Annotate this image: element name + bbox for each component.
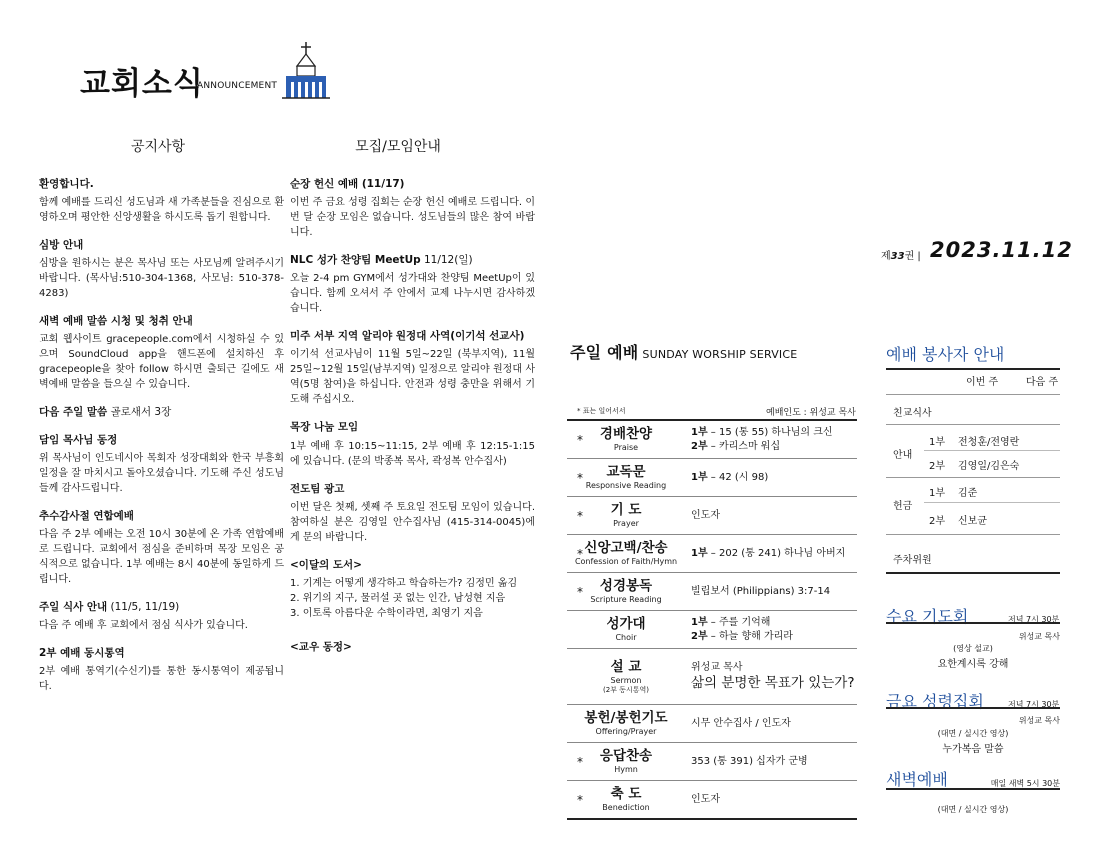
divider — [924, 450, 1060, 451]
worship-order-row — [567, 459, 857, 497]
content-line: 시무 안수집사 / 인도자 — [691, 717, 791, 729]
divider — [886, 477, 1060, 478]
order-item-note: (2부 동시통역) — [603, 685, 649, 694]
announcement-item — [39, 510, 284, 587]
announcement-body: 2부 예배 통역기(수신기)를 통한 동시통역이 제공됩니다. — [39, 666, 284, 692]
part-label: 1부 — [691, 617, 708, 628]
guide-names: 김영일/김은숙 — [958, 461, 1020, 472]
guide-names: 전청훈/전영란 — [958, 437, 1020, 448]
friday-title: 금요 성령집회 — [886, 692, 984, 711]
announcement-title: 주일 식사 안내 — [39, 600, 108, 613]
standing-mark: * — [577, 584, 583, 599]
standing-mark: * — [577, 754, 583, 769]
part-label: 1부 — [691, 427, 708, 438]
bulletin-date: 2023.11.12 — [930, 238, 1073, 262]
offering-part: 2부 — [929, 516, 946, 527]
content-line: – 15 (통 55) 하나님의 크신 — [707, 427, 833, 438]
recruit-heading: 모집/모임안내 — [355, 139, 441, 155]
order-item-en: Prayer — [613, 519, 639, 529]
recruit-title: 미주 서부 지역 알리야 원정대 사역(이기석 선교사) — [290, 330, 525, 343]
recruit-item — [290, 421, 535, 468]
divider — [886, 788, 1060, 790]
guide-label: 안내 — [893, 450, 913, 461]
order-item-ko: 성가대 — [606, 616, 646, 633]
fellowship-label: 친교식사 — [893, 408, 932, 419]
announcement-title-extra: (11/5, 11/19) — [107, 600, 180, 613]
recruit-item — [290, 559, 535, 621]
friday-topic: 누가복음 말씀 — [942, 744, 1004, 755]
standing-mark: * — [577, 546, 583, 561]
worship-order-row — [567, 743, 857, 781]
recruit-title: 목장 나눔 모임 — [290, 421, 359, 434]
book-item: 2. 위기의 지구, 물러설 곳 없는 인간, 남성현 지음 — [290, 592, 506, 604]
order-item-ko: 봉헌/봉헌기도 — [584, 710, 668, 727]
wednesday-note: (영상 설교) — [953, 644, 993, 653]
worship-order-row — [567, 705, 857, 743]
dawn-time: 매일 새벽 5시 30분 — [990, 779, 1060, 788]
order-item-content — [685, 585, 857, 599]
divider — [924, 502, 1060, 503]
church-icon — [282, 42, 330, 100]
standing-note: * 표는 일어서서 — [577, 407, 626, 415]
content-line: 인도자 — [691, 509, 720, 521]
wednesday-leader: 위성교 목사 — [1018, 632, 1060, 641]
announcement-title-extra: 골로새서 3장 — [107, 406, 172, 419]
order-item-content — [685, 547, 857, 561]
parking-label: 주차위원 — [893, 555, 932, 566]
recruit-item — [290, 641, 535, 654]
worship-order-row — [567, 649, 857, 705]
sermon-title: 삶의 분명한 목표가 있는가? — [691, 675, 855, 692]
order-item-en: Confession of Faith/Hymn — [574, 557, 678, 567]
order-item-en: Hymn — [614, 765, 638, 775]
order-item-ko: 설 교 — [610, 659, 642, 676]
edition-prefix: 제 — [881, 251, 891, 262]
content-line: – 주를 기억해 — [707, 617, 771, 628]
offering-part: 1부 — [929, 488, 946, 499]
order-item-content — [685, 661, 857, 693]
recruit-title: NLC 성가 찬양팀 MeetUp — [290, 254, 421, 267]
order-item-content — [685, 509, 857, 523]
announcement-title: 환영합니다. — [39, 178, 94, 190]
announcement-title: 다음 주일 말씀 — [39, 406, 108, 419]
content-line: 빌립보서 (Philippians) 3:7-14 — [691, 585, 831, 597]
order-item-en: Choir — [615, 633, 637, 643]
recruit-title-extra: 11/12(일) — [420, 254, 473, 267]
order-item-content — [685, 717, 857, 731]
worship-order-row — [567, 781, 857, 818]
content-line: – 202 (통 241) 하나님 아버지 — [707, 547, 846, 559]
announcement-item — [39, 239, 284, 301]
edition-label — [881, 247, 921, 262]
order-item-en: Offering/Prayer — [595, 727, 657, 737]
guide-part: 2부 — [929, 461, 946, 472]
part-label: 1부 — [691, 547, 708, 559]
order-item-content — [685, 616, 857, 643]
dawn-note: (대면 / 실시간 영상) — [937, 805, 1009, 814]
content-line: 위성교 목사 — [691, 661, 743, 673]
recruit-item — [290, 178, 535, 240]
order-item-en: Responsive Reading — [585, 481, 667, 491]
announcement-body: 함께 예배를 드리신 성도님과 새 가족분들을 진심으로 환영하오며 평안한 신앙생활을 하시도록 돕기 원합니다. — [39, 197, 284, 224]
recruit-body: 이번 달은 첫째, 셋째 주 토요일 전도팀 모임이 있습니다. 참여하실 분은 김영일 안수집사님 (415-314-0045)에게 문의 바랍니다. — [290, 501, 535, 543]
recruit-item — [290, 330, 535, 407]
recruit-item — [290, 254, 535, 316]
recruit-body: 이번 주 금요 성령 집회는 순장 헌신 예배로 드립니다. 이번 달 순장 모임은 없습니다. 성도님들의 많은 참여 바랍니다. — [290, 197, 535, 239]
dawn-title: 새벽예배 — [886, 770, 948, 789]
recruit-body: 1부 예배 후 10:15~11:15, 2부 예배 후 12:15-1:15에 있습니다. (문의 박종복 목사, 곽성복 안수집사) — [290, 440, 535, 467]
book-item: 3. 이토록 아름다운 수학이라면, 최영기 지음 — [290, 607, 483, 619]
announcement-body: 다음 주 예배 후 교회에서 점심 식사가 있습니다. — [39, 619, 248, 631]
content-line: – 42 (시 98) — [707, 471, 769, 483]
announcement-title: 심방 안내 — [39, 239, 84, 252]
announcement-item — [39, 601, 284, 633]
part-label: 2부 — [691, 440, 708, 452]
book-item: 1. 기계는 어떻게 생각하고 학습하는가? 김정민 옮김 — [290, 577, 518, 589]
announcements-heading: 공지사항 — [130, 139, 186, 155]
order-item-ko: 교독문 — [606, 464, 646, 481]
worship-order-row — [567, 611, 857, 649]
recruit-title: <교우 동정> — [290, 640, 352, 653]
order-item-en: Scripture Reading — [590, 595, 662, 605]
recruit-title: 순장 헌신 예배 (11/17) — [290, 178, 405, 190]
divider — [886, 424, 1060, 425]
part-label: 1부 — [691, 471, 708, 483]
recruit-body: 이기석 선교사님이 11월 5일~22일 (북부지역), 11월 25일~12월 15일(남부지역) 일정으로 알리야 원정대 사역(5명 참여)을 하십니다. 안전과 성령 충만을 위해서 기도해 주십시오. — [290, 349, 535, 406]
standing-mark: * — [577, 792, 583, 807]
announcements-column — [39, 178, 284, 708]
announcement-body: 다음 주 2부 예배는 오전 10시 30분에 온 가족 연합예배로 드립니다. 교회에서 점심을 준비하며 목장 모임은 공식적으로 없습니다. 1부 예배는 8시 40분에 동일하게 드립니다. — [39, 528, 284, 585]
edition-suffix: 권 | — [904, 251, 921, 262]
servers-title: 예배 봉사자 안내 — [886, 345, 1005, 364]
content-line: – 카리스마 워십 — [707, 440, 781, 452]
announcement-item — [39, 647, 284, 694]
friday-time: 저녁 7시 30분 — [1008, 700, 1060, 709]
order-item-content — [685, 793, 857, 807]
recruit-column — [290, 178, 535, 668]
order-item-ko: 응답찬송 — [599, 748, 653, 765]
recruit-title: <이달의 도서> — [290, 558, 362, 571]
divider — [886, 572, 1060, 574]
content-line: 353 (통 391) 십자가 군병 — [691, 755, 808, 767]
announcement-body: 위 목사님이 인도네시아 목회자 성장대회와 한국 부흥회 일정을 잘 마치시고 돌아오셨습니다. 기도해 주신 성도님들께 감사드립니다. — [39, 452, 284, 494]
wednesday-title: 수요 기도회 — [886, 607, 969, 626]
announcement-item — [39, 178, 284, 225]
announcement-body: 심방을 원하시는 분은 목사님 또는 사모님께 알려주시기 바랍니다. (목사님:510-304-1368, 사모님: 510-378-4283) — [39, 258, 284, 300]
worship-order-row — [567, 535, 857, 573]
content-line: 인도자 — [691, 793, 720, 805]
friday-leader: 위성교 목사 — [1018, 716, 1060, 725]
worship-order-row — [567, 497, 857, 535]
announcement-title: 새벽 예배 말씀 시청 및 청취 안내 — [39, 315, 193, 328]
announcement-item — [39, 315, 284, 392]
order-item-content — [685, 471, 857, 485]
order-item-en: Praise — [613, 443, 639, 453]
order-item-ko: 신앙고백/찬송 — [584, 540, 668, 557]
recruit-body: 오늘 2-4 pm GYM에서 성가대와 찬양팀 MeetUp이 있습니다. 함께 오셔서 주 안에서 교제 나누시면 감사하겠습니다. — [290, 273, 535, 315]
offering-names: 신보균 — [958, 516, 987, 527]
order-item-ko: 경배찬양 — [599, 426, 653, 443]
standing-mark: * — [577, 432, 583, 447]
offering-label: 헌금 — [893, 501, 913, 512]
divider — [886, 368, 1060, 370]
divider — [886, 622, 1060, 624]
worship-subtitle: SUNDAY WORSHIP SERVICE — [642, 348, 798, 361]
order-item-content — [685, 755, 857, 769]
order-item-en: Sermon — [610, 675, 642, 685]
order-item-ko: 성경봉독 — [599, 578, 653, 595]
page-title: 교회소식 — [80, 66, 204, 102]
offering-names: 김준 — [958, 488, 978, 499]
guide-part: 1부 — [929, 437, 946, 448]
order-item-content — [685, 426, 857, 453]
divider — [886, 394, 1060, 395]
standing-mark: * — [577, 508, 583, 523]
recruit-title: 전도팀 광고 — [290, 482, 345, 495]
divider — [886, 534, 1060, 535]
worship-order-row — [567, 421, 857, 459]
wednesday-time: 저녁 7시 30분 — [1008, 615, 1060, 624]
edition-number: 33 — [890, 251, 905, 262]
worship-title — [570, 340, 797, 363]
order-item-en: Benediction — [602, 803, 650, 813]
announcement-title: 2부 예배 동시통역 — [39, 646, 125, 659]
worship-order-row — [567, 573, 857, 611]
announcement-title: 추수감사절 연합예배 — [39, 509, 134, 522]
announcement-title: 담임 목사님 동정 — [39, 433, 118, 446]
col-this-week: 이번 주 — [966, 377, 999, 388]
worship-title-ko: 주일 예배 — [570, 343, 639, 362]
part-label: 2부 — [691, 630, 708, 642]
page-subtitle: ANNOUNCEMENT — [197, 81, 278, 91]
worship-order-table — [567, 419, 857, 820]
order-item-ko: 기 도 — [610, 502, 642, 519]
worship-leader: 예배인도 : 위성교 목사 — [766, 408, 856, 418]
announcement-item — [39, 406, 284, 419]
recruit-item — [290, 483, 535, 545]
order-item-ko: 축 도 — [610, 786, 642, 803]
content-line: – 하늘 향해 가리라 — [707, 630, 793, 642]
divider — [886, 707, 1060, 709]
friday-note: (대면 / 실시간 영상) — [937, 729, 1009, 738]
book-list — [290, 576, 535, 621]
standing-mark: * — [577, 470, 583, 485]
announcement-body: 교회 웹사이트 gracepeople.com에서 시청하실 수 있으며 SoundCloud app을 핸드폰에 설치하신 후 gracepeople을 찾아 follow 하시면 출퇴근 길에도 새벽예배 말씀을 들으실 수 있습니다. — [39, 334, 284, 391]
announcement-item — [39, 434, 284, 496]
wednesday-topic: 요한계시록 강해 — [937, 659, 1009, 670]
col-next-week: 다음 주 — [1026, 377, 1059, 388]
